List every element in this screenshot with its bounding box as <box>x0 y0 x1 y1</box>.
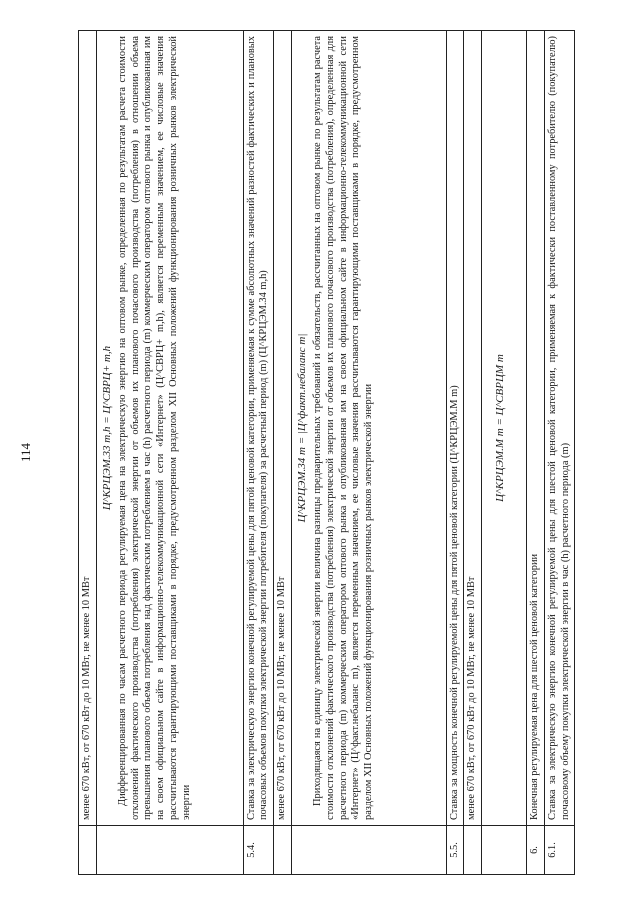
page-number: 114 <box>18 442 33 463</box>
row-number: 6. <box>527 826 545 875</box>
table-row <box>446 31 464 875</box>
formula-cell <box>96 31 243 826</box>
table-row <box>482 31 527 875</box>
formula: Ц^КРЦЭМ.М m = Ц^СВРЦМ m <box>494 354 507 502</box>
row-heading: менее 670 кВт, от 670 кВт до 10 МВт, не менее 10 МВт <box>274 31 292 826</box>
table-row <box>96 31 243 875</box>
table-row <box>544 31 574 875</box>
tariff-table <box>78 30 575 875</box>
row-number: 5.5. <box>446 826 464 875</box>
table-row <box>243 31 273 875</box>
row-number <box>274 826 292 875</box>
row-heading: менее 670 кВт, от 670 кВт до 10 МВт, не менее 10 МВт <box>464 31 482 826</box>
row-number <box>482 826 527 875</box>
row-text: Конечная регулируемая цена для шестой ценовой категории <box>527 31 545 826</box>
row-text: Дифференцированная по часам расчетного периода регулируемая цена на электрическую энергию на оптовом рынке, определенная по результатам расчета стоимости отклонений фактического производства (потребления) электрической энергии от объемов их планового почасового производства (потребления) в отношении объема превышения планового объема потребления над фактическим потреблением в час (h) расчетного периода (m) коммерческим оператором оптового рынка и опубликованная им на своем официальном сайте в информационно-телекоммуникационной сети «Интернет» (Ц^СВРЦ+ m,h), является переменным значением, ее числовые значения рассчитываются гарантирующими поставщиками в порядке, предусмотренном разделом XII Основных положений функционирования розничных рынков электрической энергии <box>117 36 192 820</box>
formula: Ц^КРЦЭМ.33 m,h = Ц^СВРЦ+ m,h <box>100 345 113 511</box>
formula: Ц^КРЦЭМ.34 m = |Ц^факт.небаланс m| <box>295 333 308 523</box>
table-row <box>464 31 482 875</box>
row-text: Ставка за электрическую энергию конечной регулируемой цены для шестой ценовой категории, применяемая к фактически поставленному потребителю (покупателю) почасовому объему покупки электрической энергии в час (h) расчетного периода (m) <box>544 31 574 826</box>
row-number <box>291 826 446 875</box>
row-number <box>464 826 482 875</box>
table-row <box>527 31 545 875</box>
table-row <box>79 31 97 875</box>
formula-cell <box>482 31 527 826</box>
row-heading: менее 670 кВт, от 670 кВт до 10 МВт, не менее 10 МВт <box>79 31 97 826</box>
row-text: Ставка за электрическую энергию конечной регулируемой цены для пятой ценовой категории, применяемая к сумме абсолютных значений разностей фактических и плановых почасовых объемов покупки электрической энергии потребителя (покупателя) за расчетный период (m) (Ц^КРЦЭМ.34 m,h) <box>243 31 273 826</box>
row-text: Ставка за мощность конечной регулируемой цены для пятой ценовой категории (Ц^КРЦЭМ.М m) <box>446 31 464 826</box>
row-text: Приходящаяся на единицу электрической энергии величина разницы предварительных требований и обязательств, рассчитанных на оптовом рынке по результатам расчета стоимости отклонений фактического производства (потребления) электрической энергии от объемов их планового почасового производства (потребления), определенная для расчетного периода (m) коммерческим оператором оптового рынка и опубликованная им на своем официальном сайте в информационно-телекоммуникационной сети «Интернет» (Ц^факт.небаланс m), является переменным значением, ее числовые значения рассчитываются гарантирующими поставщиками в порядке, предусмотренном разделом XII Основных положений функционирования розничных рынков электрической энергии <box>312 36 374 820</box>
row-number <box>96 826 243 875</box>
table-row <box>274 31 292 875</box>
table-row <box>291 31 446 875</box>
row-number: 5.4. <box>243 826 273 875</box>
row-number: 6.1. <box>544 826 574 875</box>
formula-cell <box>291 31 446 826</box>
row-number <box>79 826 97 875</box>
